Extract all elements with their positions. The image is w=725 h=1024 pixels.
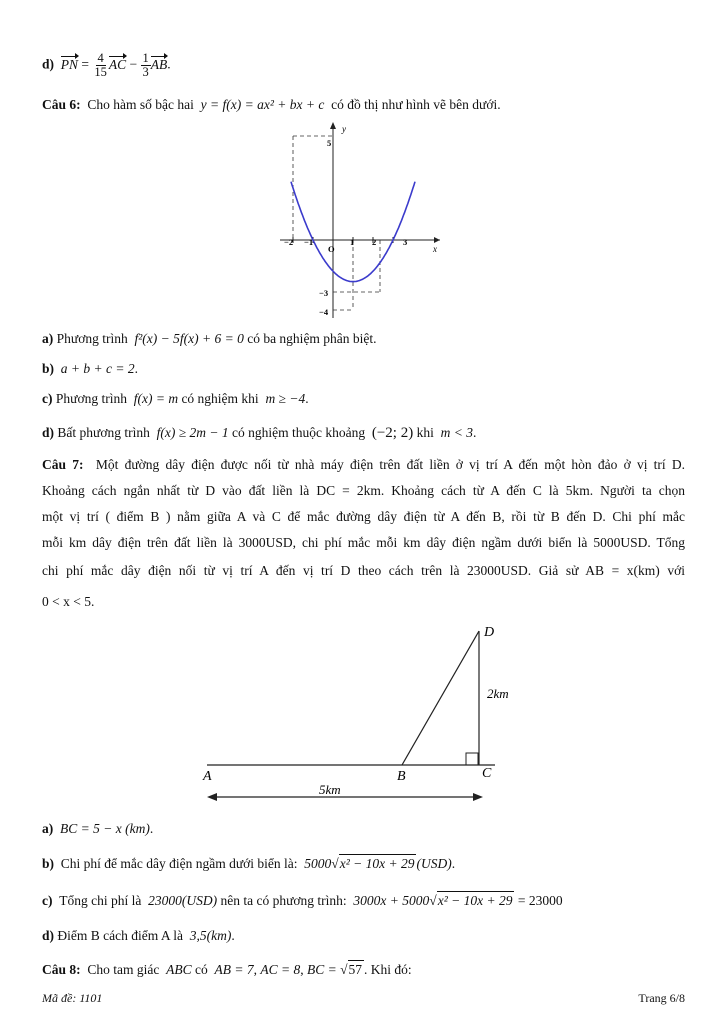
q5-option-d: d) PN = $\frac{4}{15}$ AC − $\frac{1}{3}$ AB. <box>42 51 171 79</box>
bd-segment <box>402 631 479 765</box>
parabola-graph <box>275 118 445 320</box>
q7-option-c: c) Tổng chi phí là 23000(USD) nên ta có phương trình: 3000x + 5000√x² − 10x + 29 = 23000 <box>42 893 563 908</box>
q7-option-a: a) BC = 5 − x (km). <box>42 821 154 836</box>
vector-pn: PN <box>60 56 79 72</box>
origin-label: O <box>328 244 335 254</box>
y-arrow-icon <box>330 122 336 129</box>
fraction-4-15: $\frac{4}{15}$ <box>94 51 107 79</box>
point-d-label: D <box>484 625 495 640</box>
x-axis-label: x <box>433 244 437 254</box>
parabola-curve <box>291 182 415 282</box>
q7-stem-line-5: chi phí mắc dây điện nối từ vị trí A đến vị trí D theo cách trên là 23000USD. Giả sử AB = x(km) với <box>42 563 685 578</box>
power-line-figure <box>195 618 525 808</box>
dc-length-label: 2km <box>487 686 509 701</box>
q7-stem-line-4: mỗi km dây điện trên đất liền là 3000USD, chi phí mắc mỗi km dây điện ngầm dưới biển là 5000USD. Tổng <box>42 535 685 550</box>
arrow-left-icon <box>207 793 217 801</box>
q7-option-d: d) Điểm B cách điểm A là 3,5(km). <box>42 928 235 943</box>
exam-code: Mã đề: 1101 <box>42 991 103 1005</box>
page-number: Trang 6/8 <box>638 991 685 1005</box>
q7-stem-line-1: Câu 7: Một đường dây điện được nối từ nhà máy điện trên đất liền ở vị trí A đến một hòn đảo ở vị trí D. <box>42 457 685 472</box>
q7-option-b: b) Chi phí để mắc dây điện ngầm dưới biển là: 5000√x² − 10x + 29 (USD). <box>42 856 456 871</box>
point-b-label: B <box>397 769 406 784</box>
q7-stem-line-2: Khoảng cách ngắn nhất từ D vào đất liền là DC = 2km. Khoảng cách từ A đến C là 5km. Người ta chọn <box>42 483 685 498</box>
x-tick-label: 2 <box>372 237 377 247</box>
point-c-label: C <box>482 766 492 781</box>
q6-option-a: a) Phương trình f²(x) − 5f(x) + 6 = 0 có ba nghiệm phân biệt. <box>42 331 377 346</box>
right-angle-mark <box>466 753 478 765</box>
point-a-label: A <box>203 769 212 784</box>
arrow-right-icon <box>473 793 483 801</box>
x-tick-label: −2 <box>284 237 294 247</box>
q7-stem-line-3: một vị trí ( điểm B ) nằm giữa A và C để mắc đường dây điện từ A đến B, rồi từ B đến D. Chi phí mắc <box>42 509 685 524</box>
quadratic-formula: y = f(x) = ax² + bx + c <box>200 97 325 112</box>
q6-option-d: d) Bất phương trình f(x) ≥ 2m − 1 có nghiệm thuộc khoảng (−2; 2) khi m < 3. <box>42 425 477 441</box>
q6-stem: Câu 6: Cho hàm số bậc hai y = f(x) = ax² + bx + c có đồ thị như hình vẽ bên dưới. <box>42 97 501 112</box>
q7-stem-line-6: 0 < x < 5. <box>42 594 95 609</box>
y-axis-label: y <box>342 124 346 134</box>
q6-option-c: c) Phương trình f(x) = m có nghiệm khi m ≥ −4. <box>42 391 309 406</box>
x-tick-label: 3 <box>403 237 408 247</box>
x-tick-label: 1 <box>350 237 355 247</box>
x-tick-label: −1 <box>304 237 314 247</box>
fraction-1-3: $\frac{1}{3}$ <box>142 51 149 79</box>
x-arrow-icon <box>434 237 440 243</box>
q8-stem: Câu 8: Cho tam giác ABC có AB = 7, AC = 8, BC = √57 . Khi đó: <box>42 962 412 977</box>
ac-length-label: 5km <box>319 782 341 797</box>
y-tick-label: −3 <box>319 288 329 298</box>
q6-option-b: b) a + b + c = 2. <box>42 361 138 376</box>
y-tick-label: 5 <box>327 138 332 148</box>
y-tick-label: −4 <box>319 307 329 317</box>
